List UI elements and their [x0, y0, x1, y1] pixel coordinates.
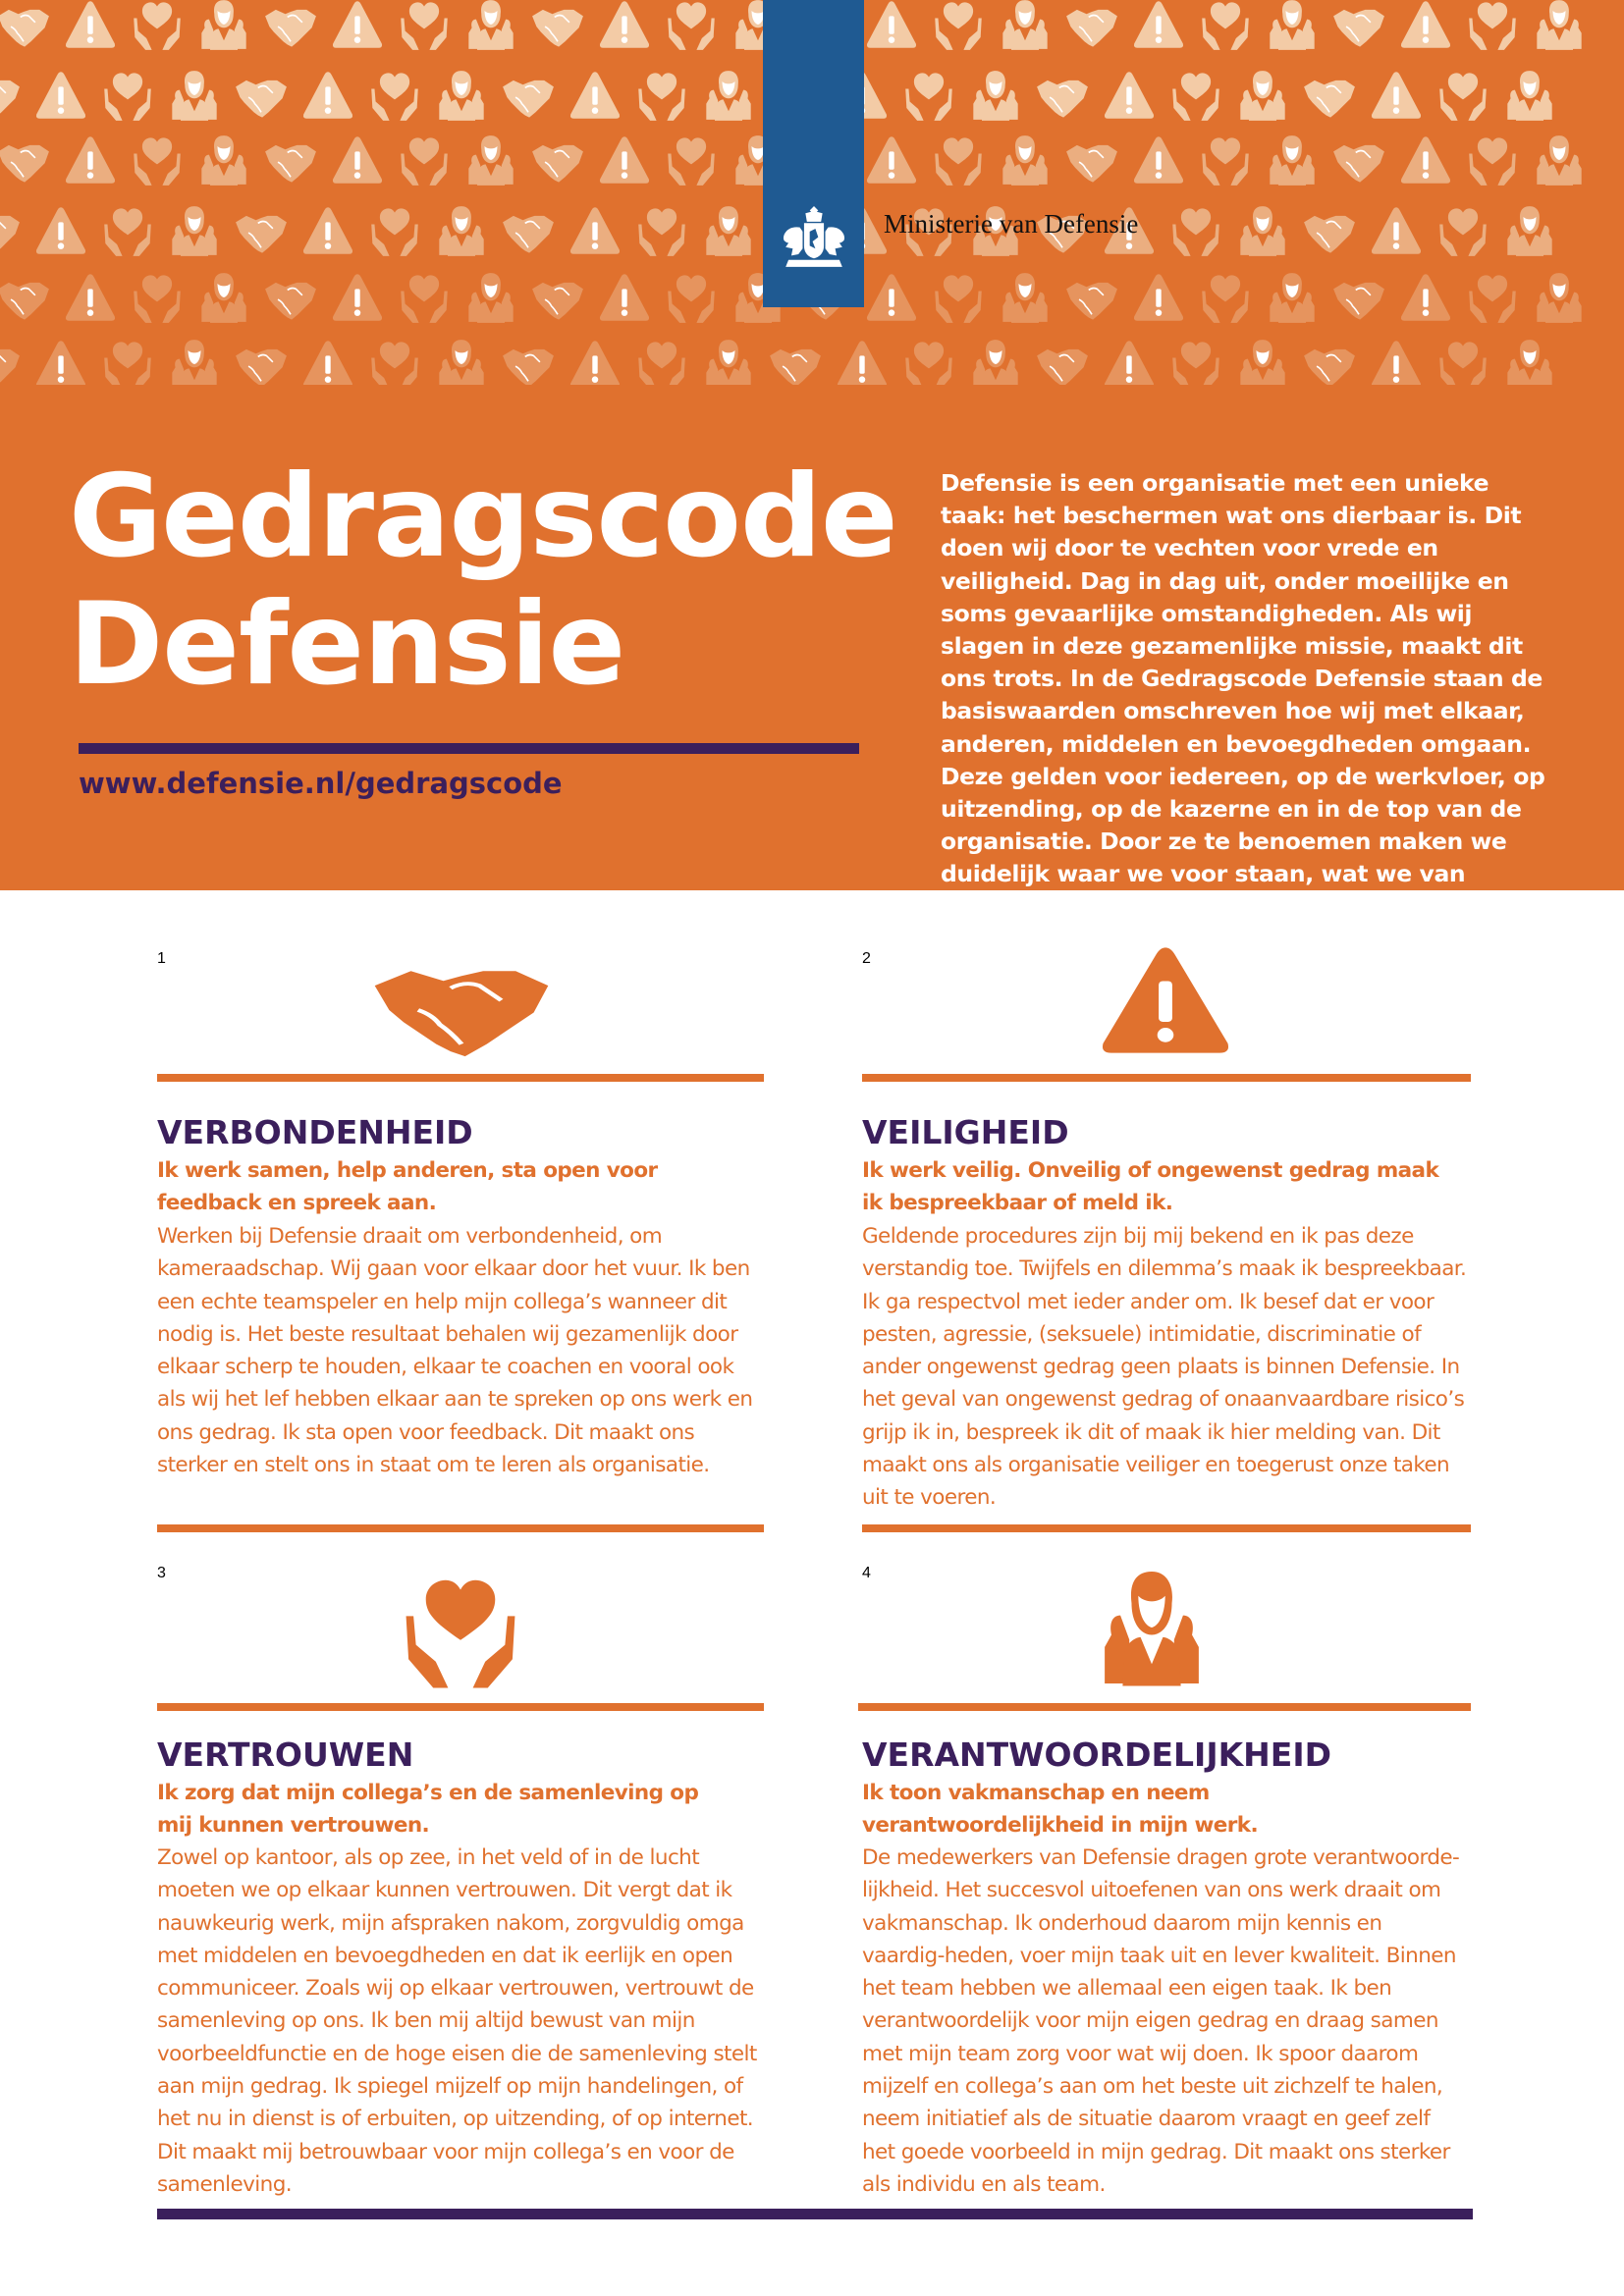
section-title: VERANTWOORDELIJKHEID — [862, 1735, 1332, 1774]
warning-icon — [57, 132, 124, 187]
section-number-badge: 3 — [157, 1565, 166, 1581]
warning-icon — [27, 336, 94, 385]
team-icon — [1229, 336, 1296, 385]
heart-hands-icon — [1163, 336, 1229, 385]
title-divider — [79, 743, 859, 754]
heart-hands-icon — [124, 0, 190, 51]
handshake-icon — [762, 336, 829, 385]
heart-hands-icon — [1192, 269, 1259, 324]
team-icon — [190, 132, 257, 187]
section-number-badge: 4 — [862, 1565, 871, 1581]
warning-icon — [829, 336, 895, 385]
handshake-icon — [0, 67, 27, 122]
team-icon — [695, 67, 762, 122]
handshake-icon — [1326, 269, 1392, 324]
section-divider — [157, 1703, 764, 1711]
handshake-icon — [524, 269, 591, 324]
heart-hands-icon — [391, 132, 458, 187]
intro-paragraph: Defensie is een organisatie met een unieke taak: het beschermen wat ons dierbaar is. Dit doen wij door te vechten voor vrede en veiligheid. Dag in dag uit, onder moeilijke en soms gevaarlijke omstandigheden. Als wij slagen in deze gezamenlijke missie, maakt dit ons trots. In de Gedragscode Defensie staan de basiswaarden omschreven hoe wij met elkaar, anderen, middelen en bevoegdheden omgaan. Deze gelden voor iedereen, op de werkvloer, op uitzending, op de kazerne en in de top van de organisatie. Door ze te benoemen maken we duidelijk waar we voor staan, wat we van elkaar en wat anderen van ons mogen verwachten. — [941, 469, 1545, 953]
handshake-icon — [495, 336, 562, 385]
handshake-icon — [0, 132, 57, 187]
handshake-icon — [1058, 132, 1125, 187]
team-icon — [992, 269, 1058, 324]
team-icon — [1259, 0, 1326, 51]
handshake-icon — [524, 0, 591, 51]
warning-icon — [1363, 67, 1430, 122]
footer-divider — [157, 2209, 1473, 2219]
handshake-icon — [0, 202, 27, 257]
handshake-icon — [0, 0, 57, 51]
heart-hands-icon — [1459, 269, 1526, 324]
handshake-icon — [495, 67, 562, 122]
section-body: De medewerkers van Defensie dragen grote verantwoorde-lijkheid. Het succesvol uitoefenen van ons werk draait om vakmanschap. Ik onderhoud daarom mijn kennis en vaardig-heden, voer mijn taak uit en lever kwaliteit. Binnen het team hebben we allemaal een eigen taak. Ik ben verantwoordelijk voor mijn eigen gedrag en draag samen met mijn team zorg voor wat wij doen. Ik spoor daarom mijzelf en collega’s aan om het beste uit zichzelf te halen, neem initiatief als de situatie daarom vraagt en geef zelf het goede voorbeeld in mijn gedrag. Dit maakt ons sterker als individu en als team. — [862, 1845, 1460, 2197]
team-icon — [428, 67, 495, 122]
warning-icon — [57, 0, 124, 51]
team-icon — [1526, 0, 1593, 51]
team-icon — [962, 67, 1029, 122]
handshake-icon — [1029, 336, 1096, 385]
handshake-icon — [228, 67, 295, 122]
warning-icon — [1125, 0, 1192, 51]
section-body: Zowel op kantoor, als op zee, in het veld of in de lucht moeten we op elkaar kunnen vertrouwen. Dit vergt dat ik nauwkeurig werk, mijn afspraken nakom, zorgvuldig omga met middelen en bevoegdheden en dat ik eerlijk en open communiceer. Zoals wij op elkaar vertrouwen, vertrouwt de samenleving op ons. Ik ben mij altijd bewust van mijn voorbeeldfunctie en de hoge eisen die de samenleving stelt aan mijn gedrag. Ik spiegel mijzelf op mijn handelingen, of het nu in dienst is of erbuiten, op uitzending, of op internet. Dit maakt mij betrouwbaar voor mijn collega’s en voor de samenleving. — [157, 1845, 757, 2197]
handshake-icon — [1296, 202, 1363, 257]
team-icon — [992, 132, 1058, 187]
handshake-icon — [0, 336, 27, 385]
team-icon — [190, 0, 257, 51]
team-icon — [1096, 1567, 1208, 1688]
section-title: VEILIGHEID — [862, 1113, 1069, 1151]
heart-hands-icon — [94, 202, 161, 257]
heart-hands-icon — [1192, 132, 1259, 187]
team-icon — [1229, 202, 1296, 257]
team-icon — [695, 202, 762, 257]
page-title — [69, 451, 897, 711]
warning-icon — [562, 67, 628, 122]
heart-hands-icon — [658, 132, 725, 187]
handshake-icon — [1296, 336, 1363, 385]
heart-hands-icon — [361, 202, 428, 257]
handshake-icon — [495, 202, 562, 257]
section-title: VERTROUWEN — [157, 1735, 414, 1774]
heart-hands-icon — [1192, 0, 1259, 51]
warning-icon — [295, 67, 361, 122]
team-icon — [161, 67, 228, 122]
section-body: Geldende procedures zijn bij mij bekend en ik pas deze verstandig toe. Twijfels en dilemma’s maak ik bespreekbaar. Ik ga respectvol met ieder ander om. Ik besef dat er voor pesten, agressie, (seksuele) intimidatie, discriminatie of ander ongewenst gedrag geen plaats is binnen Defensie. In het geval van ongewenst gedrag of onaanvaardbare risico’s grijp ik in, bespreek ik dit of maak ik hier melding van. Dit maakt ons als organisatie veiliger en toegerust onze taken uit te voeren. — [862, 1224, 1467, 1511]
warning-icon — [324, 132, 391, 187]
team-icon — [458, 269, 524, 324]
warning-icon — [1098, 940, 1233, 1060]
warning-icon — [295, 336, 361, 385]
heart-hands-icon — [361, 67, 428, 122]
team-icon — [992, 0, 1058, 51]
page-title-line2: Defensie — [69, 578, 625, 711]
section-divider — [157, 1074, 764, 1082]
team-icon — [458, 132, 524, 187]
heart-hands-icon — [628, 336, 695, 385]
heart-hands-icon — [1459, 132, 1526, 187]
section-number-badge: 2 — [862, 950, 871, 967]
section-top-divider — [862, 1524, 1471, 1532]
section-lead: Ik werk veilig. Onveilig of ongewenst gedrag maak ik bespreekbaar of meld ik. — [862, 1158, 1439, 1215]
handshake-icon — [257, 269, 324, 324]
government-logo-bar — [763, 0, 864, 307]
heart-hands-icon — [925, 132, 992, 187]
section-lead: Ik werk samen, help anderen, sta open voor feedback en spreek aan. — [157, 1158, 658, 1215]
warning-icon — [562, 336, 628, 385]
team-icon — [1259, 132, 1326, 187]
heart-hands-icon — [399, 1571, 522, 1690]
handshake-icon — [1058, 269, 1125, 324]
heart-hands-icon — [124, 132, 190, 187]
website-link[interactable]: www.defensie.nl/gedragscode — [79, 767, 563, 800]
handshake-icon — [0, 269, 57, 324]
warning-icon — [27, 202, 94, 257]
team-icon — [1496, 202, 1563, 257]
heart-hands-icon — [391, 269, 458, 324]
pattern-row — [0, 320, 1624, 385]
warning-icon — [1363, 336, 1430, 385]
warning-icon — [591, 269, 658, 324]
section-top-divider — [157, 1524, 764, 1532]
section-divider — [858, 1703, 1471, 1711]
heart-hands-icon — [391, 0, 458, 51]
heart-hands-icon — [124, 269, 190, 324]
warning-icon — [858, 269, 925, 324]
heart-hands-icon — [94, 336, 161, 385]
warning-icon — [1363, 202, 1430, 257]
heart-hands-icon — [361, 336, 428, 385]
warning-icon — [1096, 67, 1163, 122]
warning-icon — [1125, 132, 1192, 187]
warning-icon — [591, 0, 658, 51]
team-icon — [1526, 269, 1593, 324]
warning-icon — [1392, 132, 1459, 187]
handshake-icon — [1296, 67, 1363, 122]
team-icon — [1259, 269, 1326, 324]
handshake-icon — [1029, 67, 1096, 122]
team-icon — [161, 202, 228, 257]
warning-icon — [324, 269, 391, 324]
heart-hands-icon — [1430, 336, 1496, 385]
team-icon — [190, 269, 257, 324]
warning-icon — [591, 132, 658, 187]
team-icon — [1229, 67, 1296, 122]
team-icon — [428, 336, 495, 385]
heart-hands-icon — [925, 269, 992, 324]
warning-icon — [1392, 269, 1459, 324]
heart-hands-icon — [895, 67, 962, 122]
team-icon — [161, 336, 228, 385]
heart-hands-icon — [658, 269, 725, 324]
warning-icon — [858, 0, 925, 51]
header-banner — [0, 0, 1624, 953]
warning-icon — [1392, 0, 1459, 51]
handshake-icon — [524, 132, 591, 187]
heart-hands-icon — [94, 67, 161, 122]
warning-icon — [324, 0, 391, 51]
handshake-icon — [1326, 0, 1392, 51]
section-body: Werken bij Defensie draait om verbondenheid, om kameraadschap. Wij gaan voor elkaar door het vuur. Ik ben een echte teamspeler en help mijn collega’s wanneer dit nodig is. Het beste resultaat behalen wij gezamenlijk door elkaar scherp te houden, elkaar te coachen en vooral ook als wij het lef hebben elkaar aan te spreken op ons werk en ons gedrag. Ik sta open voor feedback. Dit maakt ons sterker en stelt ons in staat om te leren als organisatie. — [157, 1224, 753, 1478]
handshake-icon — [257, 0, 324, 51]
section-lead: Ik toon vakmanschap en neem verantwoordelijkheid in mijn werk. — [862, 1781, 1259, 1838]
warning-icon — [295, 202, 361, 257]
page-title-line1: Gedragscode — [69, 451, 897, 583]
team-icon — [428, 202, 495, 257]
section-lead: Ik zorg dat mijn collega’s en de samenleving op mij kunnen vertrouwen. — [157, 1781, 699, 1838]
heart-hands-icon — [1163, 202, 1229, 257]
warning-icon — [562, 202, 628, 257]
team-icon — [1496, 67, 1563, 122]
warning-icon — [57, 269, 124, 324]
heart-hands-icon — [628, 202, 695, 257]
handshake-icon — [257, 132, 324, 187]
heart-hands-icon — [1430, 67, 1496, 122]
heart-hands-icon — [895, 336, 962, 385]
team-icon — [962, 336, 1029, 385]
heart-hands-icon — [925, 0, 992, 51]
section-divider — [862, 1074, 1471, 1082]
handshake-icon — [371, 944, 552, 1066]
ministry-name: Ministerie van Defensie — [884, 209, 1139, 239]
heart-hands-icon — [1163, 67, 1229, 122]
team-icon — [695, 336, 762, 385]
warning-icon — [1125, 269, 1192, 324]
section-number-badge: 1 — [157, 950, 166, 967]
warning-icon — [1096, 336, 1163, 385]
team-icon — [1496, 336, 1563, 385]
team-icon — [1526, 132, 1593, 187]
team-icon — [458, 0, 524, 51]
heart-hands-icon — [658, 0, 725, 51]
heart-hands-icon — [1459, 0, 1526, 51]
handshake-icon — [1326, 132, 1392, 187]
handshake-icon — [228, 202, 295, 257]
warning-icon — [858, 132, 925, 187]
section-title: VERBONDENHEID — [157, 1113, 473, 1151]
handshake-icon — [228, 336, 295, 385]
heart-hands-icon — [1430, 202, 1496, 257]
handshake-icon — [1058, 0, 1125, 51]
heart-hands-icon — [628, 67, 695, 122]
warning-icon — [27, 67, 94, 122]
coat-of-arms-icon — [779, 206, 849, 277]
